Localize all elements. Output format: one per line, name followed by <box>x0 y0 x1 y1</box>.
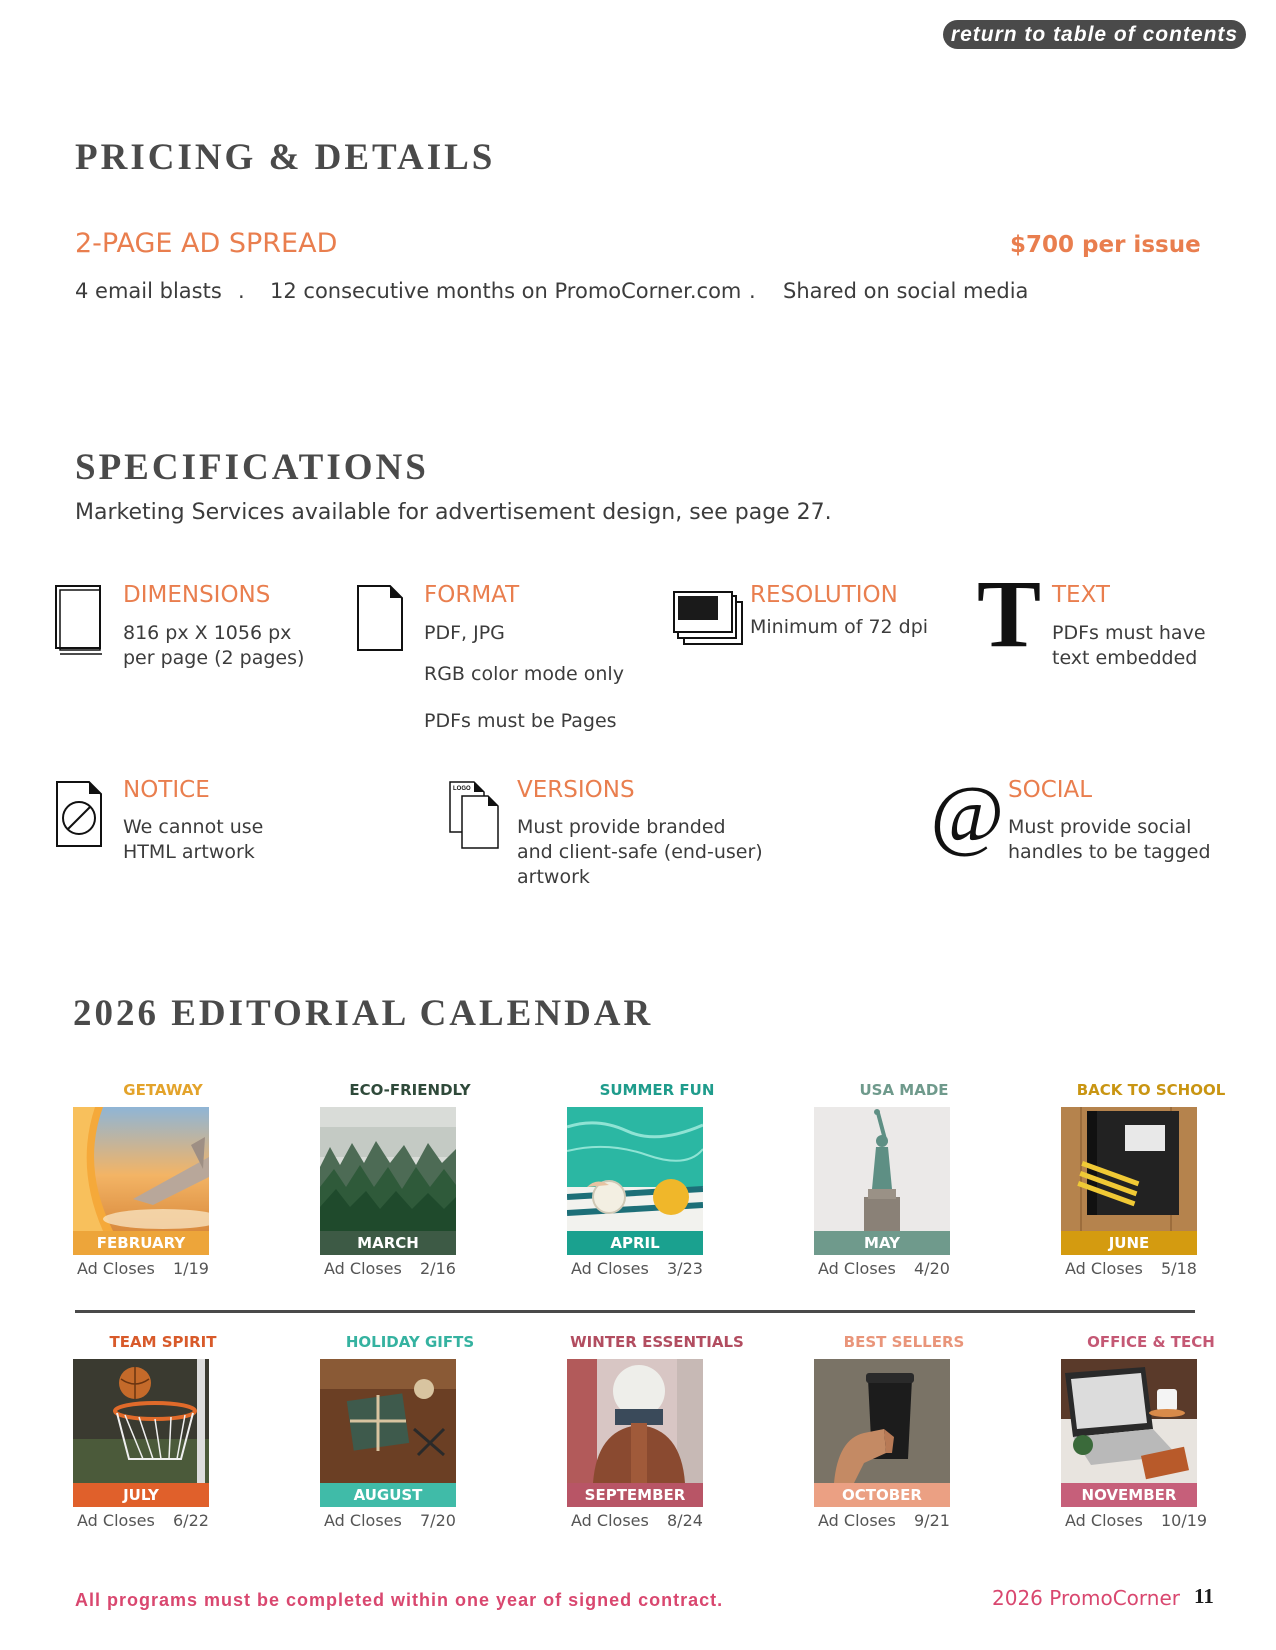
calendar-theme: WINTER ESSENTIALS <box>570 1333 744 1351</box>
logo-versions-icon <box>448 780 502 852</box>
spec-title: RESOLUTION <box>750 582 898 608</box>
feature-email-blasts: 4 email blasts <box>75 279 222 303</box>
ad-closes-date: 2/16 <box>420 1259 456 1278</box>
calendar-month-band: APRIL <box>567 1231 703 1255</box>
spec-line: PDFs must have <box>1052 622 1206 644</box>
page-number: 11 <box>1194 1584 1214 1608</box>
calendar-theme: OFFICE & TECH <box>1087 1333 1215 1351</box>
calendar-month-band: FEBRUARY <box>73 1231 209 1255</box>
ad-closes-date: 7/20 <box>420 1511 456 1530</box>
calendar-theme: ECO-FRIENDLY <box>349 1081 471 1099</box>
spec-title: TEXT <box>1052 582 1110 608</box>
ad-closes-date: 3/23 <box>667 1259 703 1278</box>
photo-pool-drinks <box>567 1107 703 1231</box>
photo-laptop-desk <box>1061 1359 1197 1483</box>
spec-line: Must provide branded <box>517 816 726 838</box>
text-t-icon: T <box>977 560 1042 667</box>
ad-closes-label: Ad Closes <box>324 1259 402 1278</box>
ad-price: $700 per issue <box>1010 232 1201 258</box>
document-icon <box>356 584 406 654</box>
photo-winter-hat-coat <box>567 1359 703 1483</box>
ad-closes-label: Ad Closes <box>571 1259 649 1278</box>
calendar-month-band: AUGUST <box>320 1483 456 1507</box>
return-to-toc-button[interactable]: return to table of contents <box>943 20 1246 49</box>
editorial-calendar-heading: 2026 EDITORIAL CALENDAR <box>73 993 654 1034</box>
photo-airplane-wing <box>73 1107 209 1231</box>
photo-composition-notebook <box>1061 1107 1197 1231</box>
calendar-theme: USA MADE <box>859 1081 949 1099</box>
footer-note: All programs must be completed within one year of signed contract. <box>75 1590 724 1610</box>
ad-closes-date: 1/19 <box>173 1259 209 1278</box>
spec-line: text embedded <box>1052 647 1198 669</box>
specifications-subtitle: Marketing Services available for advertisement design, see page 27. <box>75 500 832 525</box>
spec-title: SOCIAL <box>1008 777 1093 803</box>
feature-social-media: Shared on social media <box>783 279 1029 303</box>
spec-line: Minimum of 72 dpi <box>750 616 929 638</box>
calendar-theme: TEAM SPIRIT <box>109 1333 217 1351</box>
feature-consecutive-months: 12 consecutive months on PromoCorner.com <box>270 279 742 303</box>
spec-line: and client-safe (end-user) <box>517 841 763 863</box>
spec-line: artwork <box>517 866 590 888</box>
ad-closes-label: Ad Closes <box>818 1259 896 1278</box>
calendar-month-band: MARCH <box>320 1231 456 1255</box>
calendar-theme: SUMMER FUN <box>599 1081 715 1099</box>
logo-icon-text: LOGO <box>453 786 471 792</box>
calendar-divider <box>75 1310 1195 1313</box>
spec-line: Must provide social <box>1008 816 1192 838</box>
ad-closes-label: Ad Closes <box>77 1259 155 1278</box>
ad-closes-date: 6/22 <box>173 1511 209 1530</box>
at-sign-icon: @ <box>930 771 1004 859</box>
ad-closes-label: Ad Closes <box>571 1511 649 1530</box>
spec-title: NOTICE <box>123 777 210 803</box>
stacked-images-icon <box>672 590 744 648</box>
photo-misty-forest <box>320 1107 456 1231</box>
ad-spread-title: 2-PAGE AD SPREAD <box>75 228 338 259</box>
ad-closes-label: Ad Closes <box>1065 1259 1143 1278</box>
calendar-theme: HOLIDAY GIFTS <box>345 1333 475 1351</box>
calendar-month-band: MAY <box>814 1231 950 1255</box>
spec-title: VERSIONS <box>517 777 635 803</box>
spec-line: handles to be tagged <box>1008 841 1211 863</box>
ad-closes-date: 4/20 <box>914 1259 950 1278</box>
spec-line: 816 px X 1056 px <box>123 622 292 644</box>
ad-closes-date: 10/19 <box>1161 1511 1208 1530</box>
ad-closes-label: Ad Closes <box>77 1511 155 1530</box>
photo-wrapped-gift <box>320 1359 456 1483</box>
spec-title: FORMAT <box>424 582 520 608</box>
spec-line: RGB color mode only <box>424 663 624 685</box>
ad-closes-label: Ad Closes <box>818 1511 896 1530</box>
spec-line: PDF, JPG <box>424 622 505 644</box>
ad-closes-date: 9/21 <box>914 1511 950 1530</box>
spec-line: per page (2 pages) <box>123 647 305 669</box>
no-html-document-icon <box>55 780 105 850</box>
feature-separator: . <box>749 279 756 303</box>
ad-closes-label: Ad Closes <box>1065 1511 1143 1530</box>
pricing-heading: PRICING & DETAILS <box>75 137 496 178</box>
spec-line: HTML artwork <box>123 841 255 863</box>
calendar-month-band: JULY <box>73 1483 209 1507</box>
calendar-month-band: NOVEMBER <box>1061 1483 1197 1507</box>
calendar-theme: BACK TO SCHOOL <box>1076 1081 1226 1099</box>
photo-statue-of-liberty <box>814 1107 950 1231</box>
page-frame-icon <box>54 584 106 656</box>
calendar-month-band: JUNE <box>1061 1231 1197 1255</box>
spec-line: PDFs must be Pages <box>424 710 617 732</box>
feature-separator: . <box>238 279 245 303</box>
ad-closes-label: Ad Closes <box>324 1511 402 1530</box>
ad-closes-date: 8/24 <box>667 1511 703 1530</box>
calendar-theme: BEST SELLERS <box>843 1333 965 1351</box>
spec-title: DIMENSIONS <box>123 582 271 608</box>
ad-closes-date: 5/18 <box>1161 1259 1197 1278</box>
spec-line: We cannot use <box>123 816 264 838</box>
footer-brand: 2026 PromoCorner <box>992 1586 1180 1610</box>
photo-travel-mug <box>814 1359 950 1483</box>
calendar-theme: GETAWAY <box>123 1081 203 1099</box>
calendar-month-band: OCTOBER <box>814 1483 950 1507</box>
calendar-month-band: SEPTEMBER <box>567 1483 703 1507</box>
photo-basketball-hoop <box>73 1359 209 1483</box>
specifications-heading: SPECIFICATIONS <box>75 447 429 488</box>
